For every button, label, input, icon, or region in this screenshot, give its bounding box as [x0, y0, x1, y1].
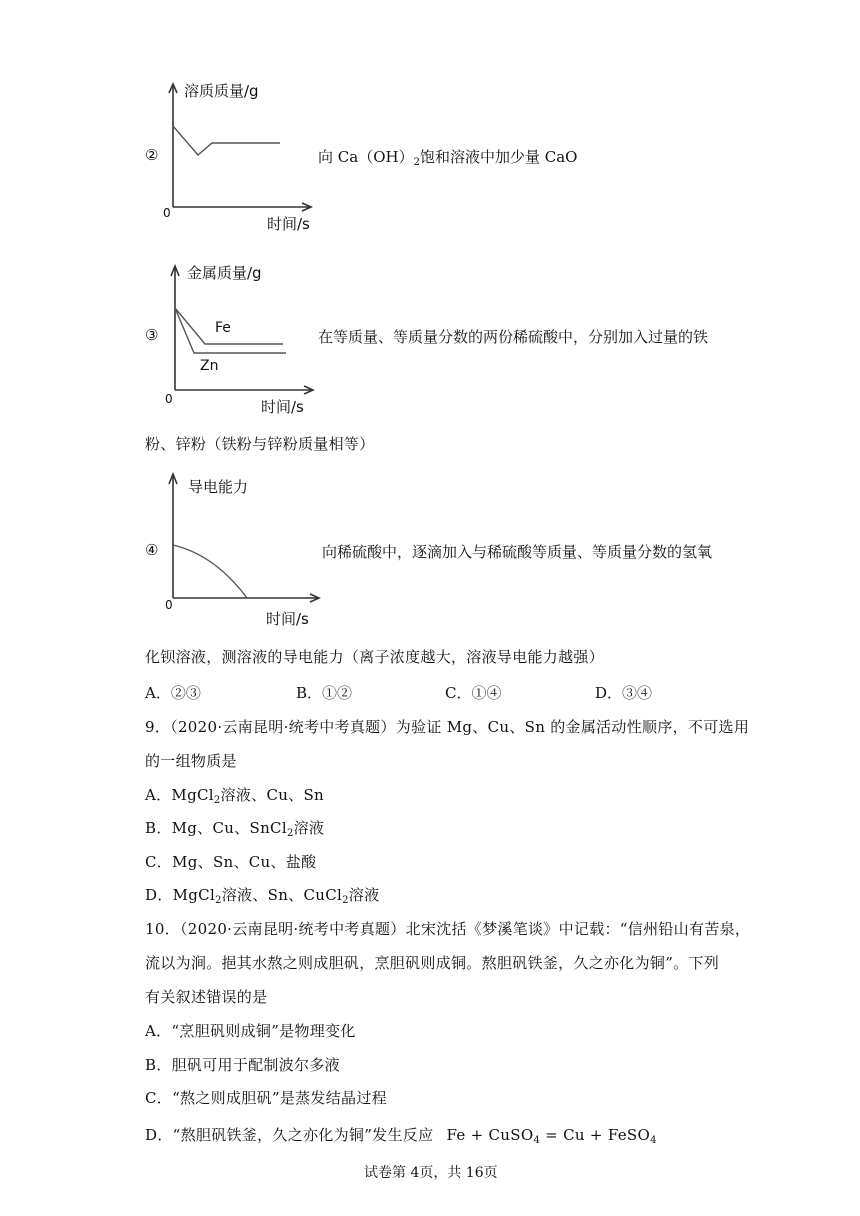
graph3-y-arrow	[171, 266, 179, 276]
graph4-x-arrow	[310, 594, 319, 602]
q10-stem-line2: 流以为涧。挹其水熬之则成胆矾，烹胆矾则成铜。熬胆矾铁釜，久之亦化为铜”。下列	[145, 954, 720, 972]
graph3-number: ③	[145, 326, 159, 344]
q9-option-b: B．Mg、Cu、SnCl$_2$溶液	[145, 819, 325, 839]
q8-option-c: C．①④	[445, 684, 502, 702]
q10-stem-line1: 10．（2020·云南昆明·统考中考真题）北宋沈括《梦溪笔谈》中记载：“信州铅山有苦泉，	[145, 920, 751, 938]
graph4-description: 向稀硫酸中，逐滴加入与稀硫酸等质量、等质量分数的氢氧	[322, 543, 713, 561]
graph3-description-cont: 粉、锌粉（铁粉与锌粉质量相等）	[145, 435, 375, 453]
graph2-x-label: 时间/s	[267, 215, 310, 233]
graph2-x-arrow	[302, 203, 311, 211]
graph3-x-arrow	[304, 386, 313, 394]
graph2-origin: 0	[163, 206, 171, 220]
q9-option-a: A．MgCl$_2$溶液、Cu、Sn	[145, 786, 325, 806]
graph3-description: 在等质量、等质量分数的两份稀硫酸中，分别加入过量的铁	[318, 328, 709, 346]
q10-stem-line3: 有关叙述错误的是	[145, 988, 268, 1006]
q9-stem-line1: 9．（2020·云南昆明·统考中考真题）为验证 Mg、Cu、Sn 的金属活动性顺序，不可选用	[145, 718, 750, 736]
graph4-y-arrow	[169, 474, 177, 484]
q10-option-c: C．“熬之则成胆矾”是蒸发结晶过程	[145, 1089, 387, 1107]
q10-equation: Fe + CuSO$_4$ = Cu + FeSO$_4$	[446, 1126, 657, 1146]
graph2-curve	[173, 126, 280, 155]
graph4-curve	[173, 545, 247, 598]
graph2-number: ②	[145, 146, 159, 164]
q10-option-a: A．“烹胆矾则成铜”是物理变化	[145, 1022, 356, 1040]
q10-option-b: B．胆矾可用于配制波尔多液	[145, 1056, 340, 1074]
graph4-number: ④	[145, 541, 159, 559]
graph3-fe-label: Fe	[215, 320, 231, 336]
q10-option-d: D．“熬胆矾铁釜，久之亦化为铜”发生反应 Fe + CuSO$_4$ = Cu + FeSO$_4$	[145, 1126, 657, 1146]
graph4-origin: 0	[165, 598, 173, 612]
graph3-origin: 0	[165, 392, 173, 406]
graph3-x-label: 时间/s	[261, 398, 304, 416]
graph3-y-label: 金属质量/g	[187, 264, 262, 282]
q9-option-c: C．Mg、Sn、Cu、盐酸	[145, 853, 317, 871]
page-footer: 试卷第 4页，共 16页	[364, 1165, 498, 1181]
q9-stem-line2: 的一组物质是	[145, 752, 237, 770]
q8-option-a: A．②③	[145, 684, 201, 702]
q8-option-d: D．③④	[595, 684, 653, 702]
graph3-zn-label: Zn	[200, 358, 219, 374]
graph2-y-arrow	[169, 84, 177, 93]
graph4-description-cont: 化钡溶液，测溶液的导电能力（离子浓度越大，溶液导电能力越强）	[145, 648, 605, 666]
graph2-description: 向 $Ca(OH)_2$饱和溶液中加少量 CaO	[318, 148, 578, 168]
graph4-y-label: 导电能力	[188, 478, 249, 496]
q8-option-b: B．①②	[296, 684, 353, 702]
q9-option-d: D．MgCl$_2$溶液、Sn、CuCl$_2$溶液	[145, 886, 380, 906]
graph2-y-label: 溶质质量/g	[184, 82, 259, 100]
graph4-x-label: 时间/s	[266, 610, 309, 628]
